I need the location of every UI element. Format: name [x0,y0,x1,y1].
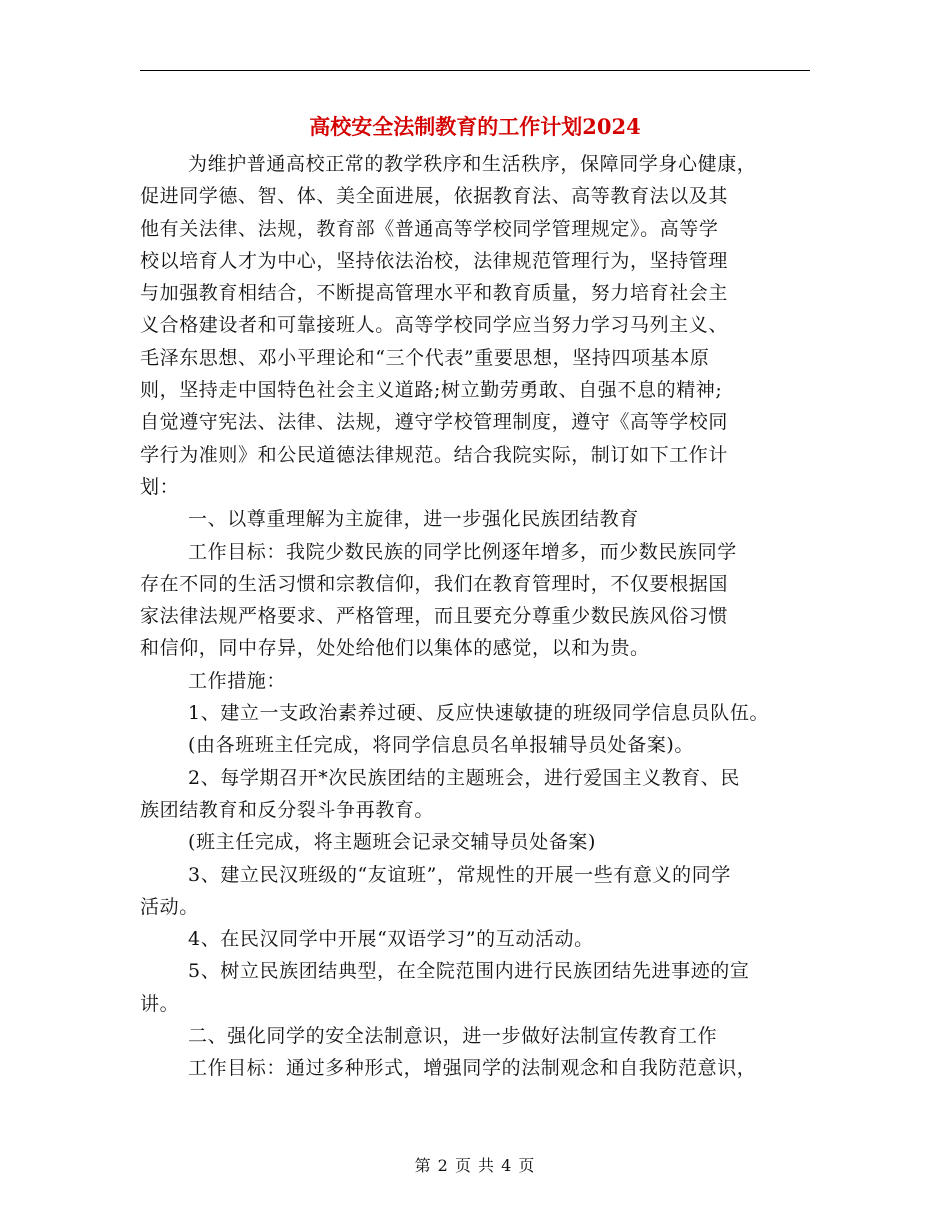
body-text-line: 和信仰，同中存异，处处给他们以集体的感觉，以和为贵。 [140,637,650,660]
page-indicator: 第 2 页 共 4 页 [414,1156,536,1175]
body-text-line: (班主任完成，将主题班会记录交辅导员处备案) [188,831,597,854]
body-text-line: 5、树立民族团结典型，在全院范围内进行民族团结先进事迹的宣 [188,960,750,983]
body-text-line: 为维护普通高校正常的教学秩序和生活秩序，保障同学身心健康， [188,153,757,175]
document-title: 高校安全法制教育的工作计划2024 [309,114,641,139]
body-text-line: 3、建立民汉班级的“友谊班”，常规性的开展一些有意义的同学 [188,863,731,886]
body-text-line: 促进同学德、智、体、美全面进展，依据教育法、高等教育法以及其 [140,185,729,208]
body-text-line: 族团结教育和反分裂斗争再教育。 [140,798,435,821]
body-text-line: 划： [140,475,180,498]
body-text-line: 自觉遵守宪法、法律、法规，遵守学校管理制度，遵守《高等学校同 [140,411,729,434]
body-text-line: 1、建立一支政治素养过硬、反应快速敏捷的班级同学信息员队伍。 [188,702,770,725]
body-text-line: 毛泽东思想、邓小平理论和“三个代表”重要思想，坚持四项基本原 [140,346,710,369]
body-text-line: 他有关法律、法规，教育部《普通高等学校同学管理规定》。高等学 [140,217,719,240]
body-text-line: 2、每学期召开*次民族团结的主题班会，进行爱国主义教育、民 [188,766,740,789]
body-text-line: 工作措施： [188,669,287,692]
body-text-line: 一、以尊重理解为主旋律，进一步强化民族团结教育 [188,508,639,531]
body-text-line: 4、在民汉同学中开展“双语学习”的互动活动。 [188,928,594,951]
body-text-line: 工作目标：通过多种形式，增强同学的法制观念和自我防范意识， [188,1057,757,1080]
body-text-line: (由各班班主任完成，将同学信息员名单报辅导员处备案)。 [188,734,695,757]
header-rule [140,70,810,71]
body-text-line: 存在不同的生活习惯和宗教信仰，我们在教育管理时，不仅要根据国 [140,572,729,595]
body-text-line: 活动。 [140,895,199,918]
body-text-line: 则，坚持走中国特色社会主义道路;树立勤劳勇敢、自强不息的精神; [140,379,723,402]
document-body [140,148,812,1085]
body-text-line: 校以培育人才为中心，坚持依法治校，法律规范管理行为，坚持管理 [140,249,729,272]
body-text-line: 学行为准则》和公民道德法律规范。结合我院实际，制订如下工作计 [140,443,729,466]
body-text-line: 义合格建设者和可靠接班人。高等学校同学应当努力学习马列主义、 [140,314,729,337]
body-text-line: 家法律法规严格要求、严格管理，而且要充分尊重少数民族风俗习惯 [140,605,729,628]
body-text-line: 讲。 [140,992,180,1015]
body-text-line: 二、强化同学的安全法制意识，进一步做好法制宣传教育工作 [188,1025,718,1048]
body-text-line: 工作目标：我院少数民族的同学比例逐年增多，而少数民族同学 [188,540,737,563]
body-text-line: 与加强教育相结合，不断提高管理水平和教育质量，努力培育社会主 [140,282,729,305]
